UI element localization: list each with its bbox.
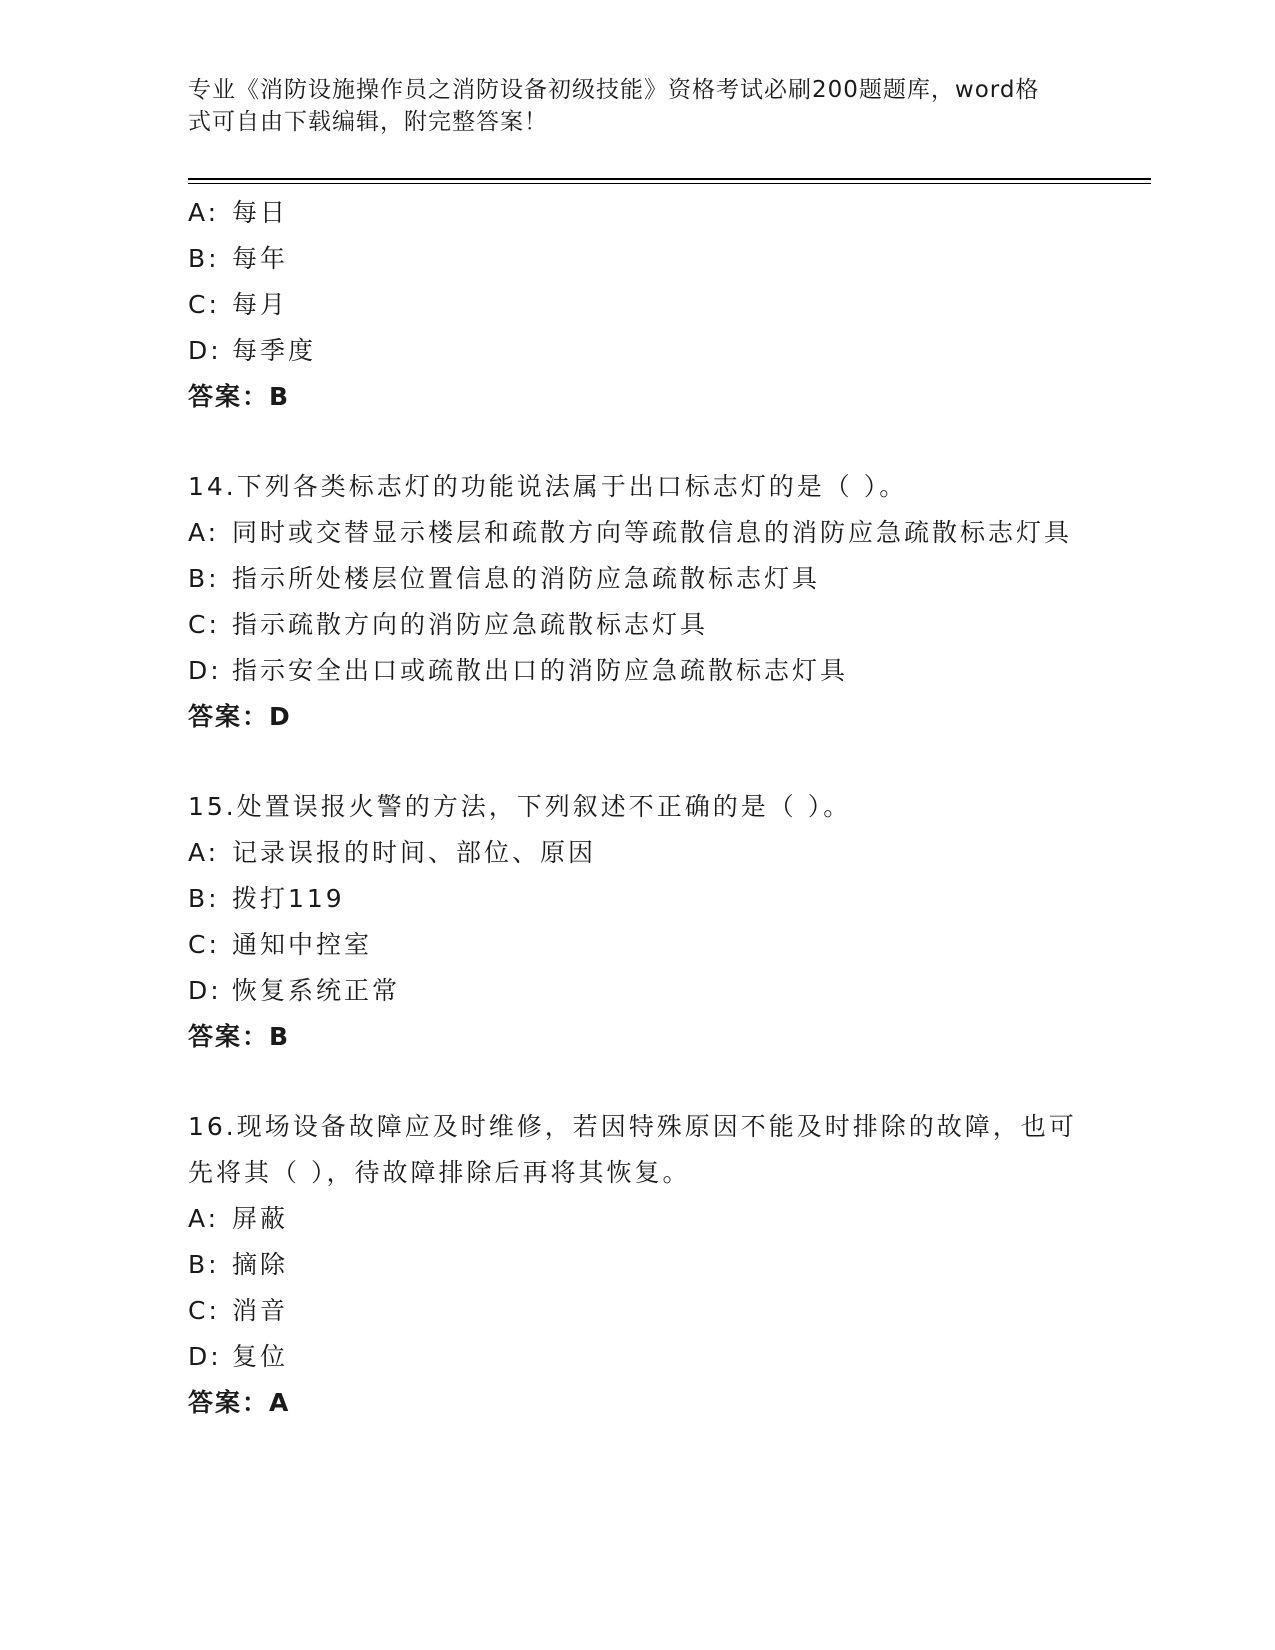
question-16 bbox=[188, 1104, 1088, 1426]
option-text: 指示安全出口或疏散出口的消防应急疏散标志灯具 bbox=[232, 656, 849, 685]
option-a bbox=[188, 510, 1088, 556]
option-label: D: bbox=[188, 1342, 222, 1371]
option-label: B: bbox=[188, 244, 220, 273]
option-b bbox=[188, 556, 1088, 602]
option-text: 屏蔽 bbox=[232, 1204, 289, 1233]
question-15 bbox=[188, 784, 1088, 1060]
option-d bbox=[188, 648, 1088, 694]
header-rule-thin bbox=[188, 183, 1151, 184]
option-text: 指示疏散方向的消防应急疏散标志灯具 bbox=[232, 610, 709, 639]
option-label: A: bbox=[188, 838, 220, 867]
option-text: 每季度 bbox=[232, 336, 317, 365]
header-rule-thick bbox=[188, 178, 1151, 180]
option-label: A: bbox=[188, 1204, 220, 1233]
option-label: A: bbox=[188, 198, 220, 227]
document-header bbox=[188, 74, 1068, 138]
answer: 答案：B bbox=[188, 1022, 291, 1051]
question-text: 14.下列各类标志灯的功能说法属于出口标志灯的是（ ）。 bbox=[188, 472, 908, 501]
answer: 答案：D bbox=[188, 702, 292, 731]
question-text: 16.现场设备故障应及时维修，若因特殊原因不能及时排除的故障，也可先将其（ ），待故障排除后再将其恢复。 bbox=[188, 1112, 1077, 1187]
option-label: A: bbox=[188, 518, 220, 547]
option-label: D: bbox=[188, 656, 222, 685]
option-text: 拨打119 bbox=[232, 884, 345, 913]
option-text: 每年 bbox=[232, 244, 289, 273]
question-13 bbox=[188, 190, 1088, 420]
option-text: 消音 bbox=[232, 1296, 289, 1325]
option-a bbox=[188, 190, 1088, 236]
option-c bbox=[188, 1288, 1088, 1334]
option-a bbox=[188, 830, 1088, 876]
option-text: 复位 bbox=[232, 1342, 289, 1371]
option-text: 恢复系统正常 bbox=[232, 976, 401, 1005]
answer: 答案：A bbox=[188, 1388, 291, 1417]
option-a bbox=[188, 1196, 1088, 1242]
option-c bbox=[188, 922, 1088, 968]
option-d bbox=[188, 968, 1088, 1014]
option-label: D: bbox=[188, 976, 222, 1005]
option-d bbox=[188, 328, 1088, 374]
option-text: 同时或交替显示楼层和疏散方向等疏散信息的消防应急疏散标志灯具 bbox=[232, 518, 1073, 547]
option-label: C: bbox=[188, 290, 220, 319]
option-label: C: bbox=[188, 610, 220, 639]
option-label: B: bbox=[188, 1250, 220, 1279]
option-label: C: bbox=[188, 1296, 220, 1325]
option-b bbox=[188, 876, 1088, 922]
question-list bbox=[188, 190, 1088, 1426]
option-text: 通知中控室 bbox=[232, 930, 373, 959]
header-line-2: 式可自由下载编辑，附完整答案！ bbox=[188, 109, 548, 135]
option-text: 指示所处楼层位置信息的消防应急疏散标志灯具 bbox=[232, 564, 821, 593]
option-b bbox=[188, 1242, 1088, 1288]
option-label: B: bbox=[188, 564, 220, 593]
option-b bbox=[188, 236, 1088, 282]
option-label: B: bbox=[188, 884, 220, 913]
option-text: 每月 bbox=[232, 290, 289, 319]
question-text: 15.处置误报火警的方法，下列叙述不正确的是（ ）。 bbox=[188, 792, 852, 821]
option-c bbox=[188, 602, 1088, 648]
option-text: 每日 bbox=[232, 198, 289, 227]
option-d bbox=[188, 1334, 1088, 1380]
option-label: D: bbox=[188, 336, 222, 365]
option-c bbox=[188, 282, 1088, 328]
option-text: 摘除 bbox=[232, 1250, 289, 1279]
option-label: C: bbox=[188, 930, 220, 959]
header-line-1: 专业《消防设施操作员之消防设备初级技能》资格考试必刷200题题库，word格 bbox=[188, 77, 1040, 103]
question-14 bbox=[188, 464, 1088, 740]
answer: 答案：B bbox=[188, 382, 291, 411]
option-text: 记录误报的时间、部位、原因 bbox=[232, 838, 597, 867]
